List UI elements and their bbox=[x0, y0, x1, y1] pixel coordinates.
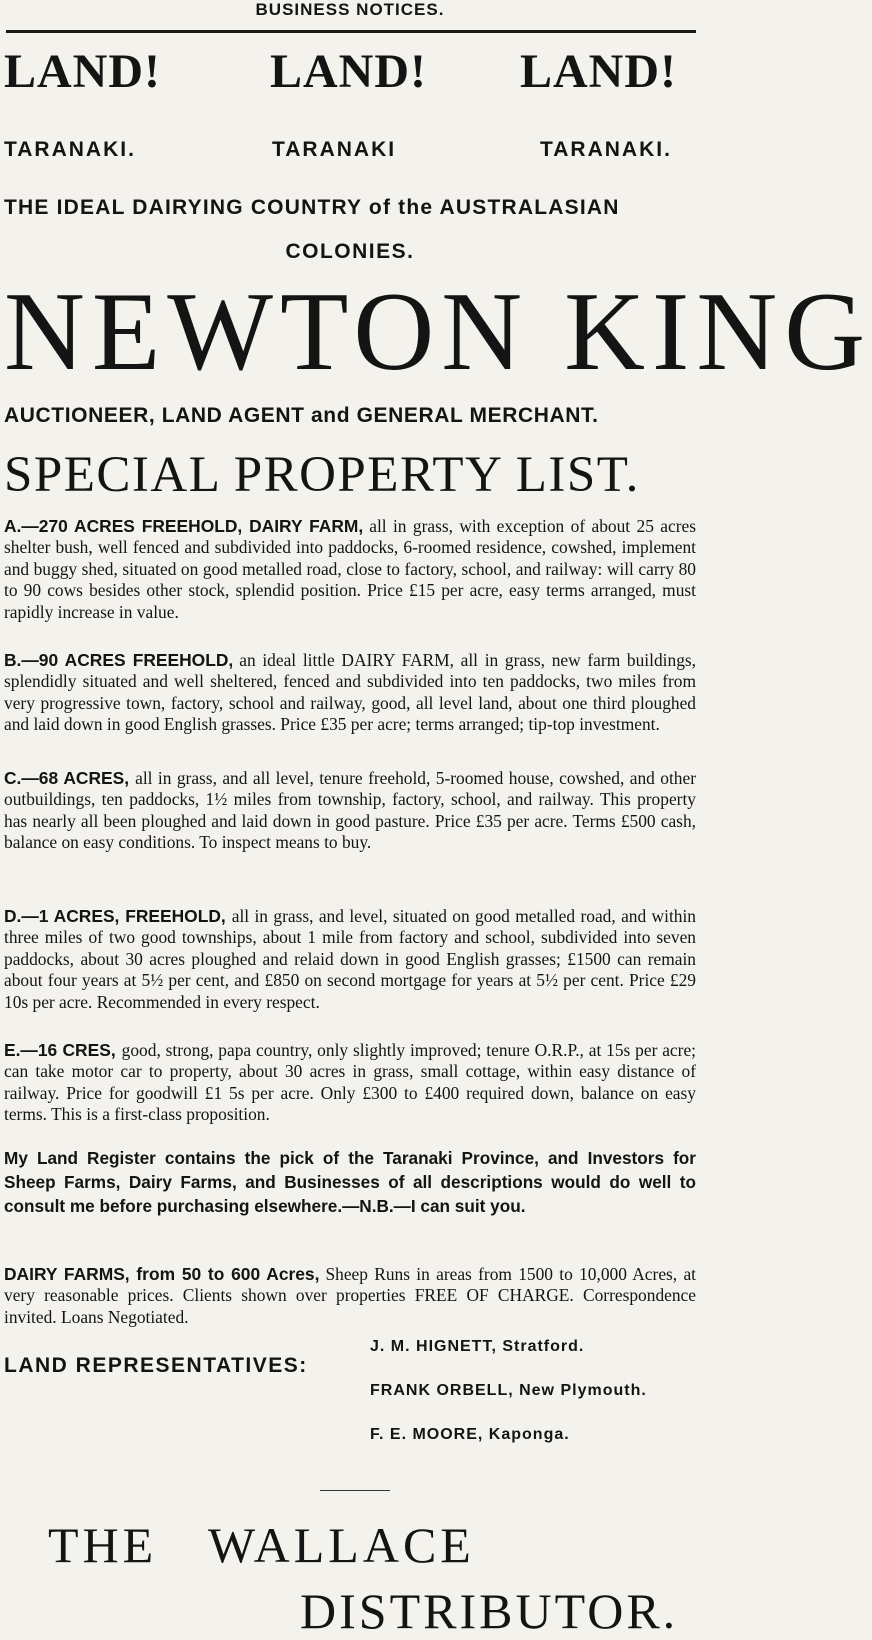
listing-d bbox=[4, 906, 696, 1013]
listing-c bbox=[4, 768, 696, 854]
wallace-name: WALLACE bbox=[208, 1517, 475, 1573]
listing-b bbox=[4, 650, 696, 736]
dairy-farms-lead: DAIRY FARMS, from 50 to 600 Acres, bbox=[4, 1264, 320, 1284]
divider-rule bbox=[320, 1490, 390, 1491]
listing-label: D.—1 ACRES, FREEHOLD, bbox=[4, 906, 226, 926]
land-register-notice: My Land Register contains the pick of the Taranaki Province, and Investors for Sheep Farms, Dairy Farms, and Businesses of all descriptions would do well to consult me before purchasing elsewhere.—N.B.—I can suit you. bbox=[4, 1148, 696, 1216]
dairy-farms-text: Sheep Runs in areas from 1500 to 10,000 Acres, at very reasonable prices. Clients shown over properties FREE OF CHARGE. Correspondence invited. Loans Negotiated. bbox=[4, 1264, 696, 1327]
listing-text: all in grass, with exception of about 25 acres shelter bush, well fenced and subdivided into paddocks, 6-roomed residence, cowshed, implement and buggy shed, situated on good metalled road, close to factory, school, and railway: will carry 80 to 90 cows besides other stock, splendid position. Price £15 per acre, easy terms arranged, must rapidly increase in value. bbox=[4, 516, 696, 622]
wallace-the: THE bbox=[48, 1517, 158, 1573]
taranaki-heading-center: TARANAKI bbox=[272, 138, 397, 161]
representative-hignett: J. M. HIGNETT, Stratford. bbox=[370, 1338, 585, 1355]
colonies-line: COLONIES. bbox=[285, 240, 415, 263]
listing-text: all in grass, and level, situated on good metalled road, and within three miles of two good townships, about 1 mile from factory and school, subdivided into seven paddocks, about 30 acres ploughed and relaid down in good English grasses; £1500 can remain about four years at 5½ per cent, and £850 on second mortgage for years at 5½ per cent. Price £29 10s per acre. Recommended in every respect. bbox=[4, 906, 696, 1012]
representative-orbell: FRANK ORBELL, New Plymouth. bbox=[370, 1382, 647, 1399]
header-rule bbox=[6, 30, 696, 33]
listing-e bbox=[4, 1040, 696, 1126]
land-heading-center: LAND! bbox=[270, 45, 427, 98]
wallace-distributor: DISTRIBUTOR. bbox=[300, 1583, 679, 1639]
taranaki-heading-right: TARANAKI. bbox=[540, 138, 672, 161]
listing-label: E.—16 CRES, bbox=[4, 1040, 116, 1060]
agent-name: NEWTON KING bbox=[4, 270, 872, 394]
listing-text: an ideal little DAIRY FARM, all in grass, new farm buildings, splendidly situated and well sheltered, fenced and subdivided into ten paddocks, two miles from very progressive town, factory, school and railway, good, all level land, about one third ploughed and laid down in good English grasses. Price £35 per acre; terms arranged; tip-top investment. bbox=[4, 650, 697, 735]
representative-moore: F. E. MOORE, Kaponga. bbox=[370, 1426, 570, 1443]
section-header: BUSINESS NOTICES. bbox=[255, 0, 445, 19]
listing-text: all in grass, and all level, tenure freehold, 5-roomed house, cowshed, and other outbuildings, ten paddocks, 1½ miles from township, factory, school, and railway. This property has nearly all been ploughed and laid down in good pasture. Price £35 per acre. Terms £500 cash, balance on easy conditions. To inspect means to buy. bbox=[4, 768, 696, 853]
dairy-farms-notice bbox=[4, 1264, 696, 1328]
land-representatives-label: LAND REPRESENTATIVES: bbox=[4, 1354, 308, 1377]
ideal-dairying-line: THE IDEAL DAIRYING COUNTRY of the AUSTRALASIAN bbox=[4, 196, 620, 219]
listing-label: B.—90 ACRES FREEHOLD, bbox=[4, 650, 234, 670]
listing-label: A.—270 ACRES FREEHOLD, DAIRY FARM, bbox=[4, 516, 364, 536]
listing-a bbox=[4, 516, 696, 623]
agent-description: AUCTIONEER, LAND AGENT and GENERAL MERCHANT. bbox=[4, 404, 599, 427]
land-heading-right: LAND! bbox=[520, 45, 677, 98]
listing-label: C.—68 ACRES, bbox=[4, 768, 130, 788]
taranaki-heading-left: TARANAKI. bbox=[4, 138, 136, 161]
property-list-title: SPECIAL PROPERTY LIST. bbox=[4, 447, 640, 503]
land-heading-left: LAND! bbox=[4, 45, 161, 98]
listing-text: good, strong, papa country, only slightly improved; tenure O.R.P., at 15s per acre; can take motor car to property, about 30 acres in grass, small cottage, within easy distance of railway. Price for goodwill £1 5s per acre. Only £300 to £400 required down, balance on easy terms. This is a first-class proposition. bbox=[4, 1040, 696, 1125]
